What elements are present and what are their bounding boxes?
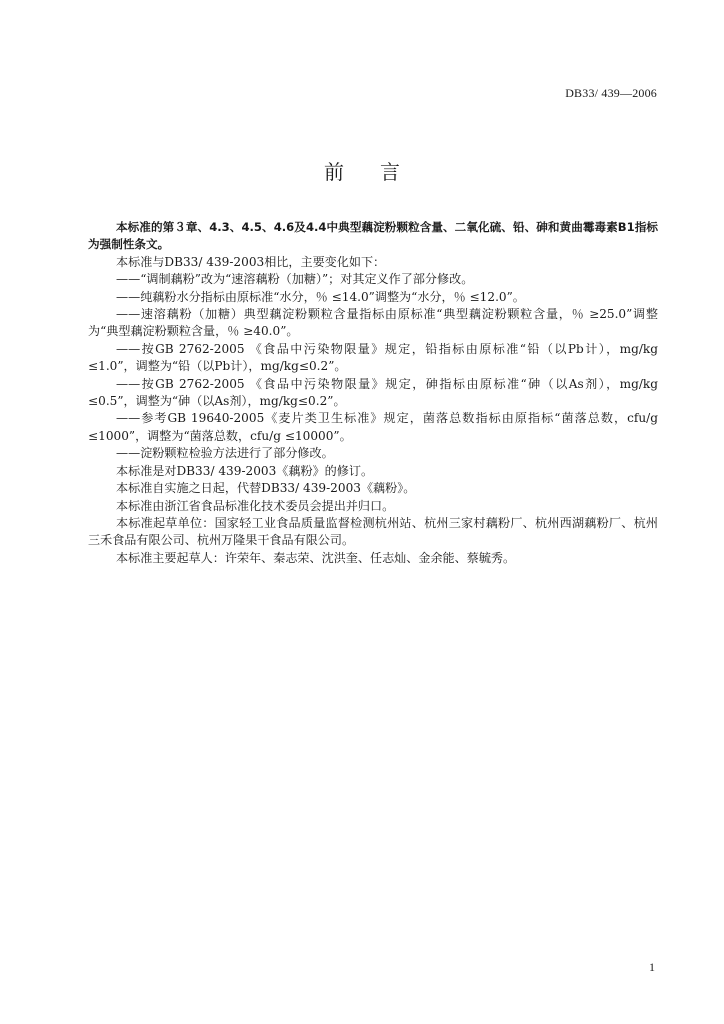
change-item: ——参考GB 19640-2005《麦片类卫生标准》规定，菌落总数指标由原指标“菌落总数，cfu/g ≤1000”，调整为“菌落总数，cfu/g ≤10000”。 bbox=[88, 411, 658, 443]
change-item: ——“调制藕粉”改为“速溶藕粉（加糖）”；对其定义作了部分修改。 bbox=[116, 272, 474, 287]
change-summary-intro: 本标准与DB33/ 439-2003相比，主要变化如下： bbox=[116, 254, 386, 269]
page-title bbox=[0, 156, 724, 185]
foreword-body bbox=[88, 219, 658, 567]
replacement-note: 本标准自实施之日起，代替DB33/ 439-2003《藕粉》。 bbox=[116, 481, 416, 496]
drafters: 本标准主要起草人：许荣年、秦志荣、沈洪奎、任志灿、金余能、蔡毓秀。 bbox=[116, 550, 516, 565]
title-char-1: 前 bbox=[324, 160, 344, 184]
proposer-note: 本标准由浙江省食品标准化技术委员会提出并归口。 bbox=[116, 498, 395, 513]
page-number: 1 bbox=[649, 960, 655, 974]
drafting-units: 本标准起草单位：国家轻工业食品质量监督检测杭州站、杭州三家村藕粉厂、杭州西湖藕粉厂、杭州三禾食品有限公司、杭州万隆果干食品有限公司。 bbox=[88, 515, 658, 548]
change-item: ——纯藕粉水分指标由原标准“水分，％ ≤14.0”调整为“水分，％ ≤12.0”。 bbox=[116, 289, 525, 304]
change-item: ——按GB 2762-2005 《食品中污染物限量》规定，铅指标由原标准“铅（以Pb计），mg/kg ≤1.0”，调整为“铅（以Pb计），mg/kg≤0.2”。 bbox=[88, 341, 658, 374]
change-item: ——按GB 2762-2005 《食品中污染物限量》规定，砷指标由原标准“砷（以As剂），mg/kg ≤0.5”，调整为“砷（以As剂），mg/kg≤0.2”。 bbox=[88, 376, 658, 409]
standard-code: DB33/ 439—2006 bbox=[565, 86, 657, 100]
mandatory-clause-paragraph: 本标准的第３章、4.3、4.5、4.6及4.4中典型藕淀粉颗粒含量、二氧化硫、铅、砷和黄曲霉毒素B1指标为强制性条文。 bbox=[88, 220, 658, 252]
change-item: ——速溶藕粉（加糖）典型藕淀粉颗粒含量指标由原标准“典型藕淀粉颗粒含量，％ ≥25.0”调整为“典型藕淀粉颗粒含量，％ ≥40.0”。 bbox=[88, 307, 658, 339]
title-char-2: 言 bbox=[380, 160, 400, 184]
change-item: ——淀粉颗粒检验方法进行了部分修改。 bbox=[116, 446, 334, 461]
revision-note: 本标准是对DB33/ 439-2003《藕粉》的修订。 bbox=[116, 463, 374, 478]
